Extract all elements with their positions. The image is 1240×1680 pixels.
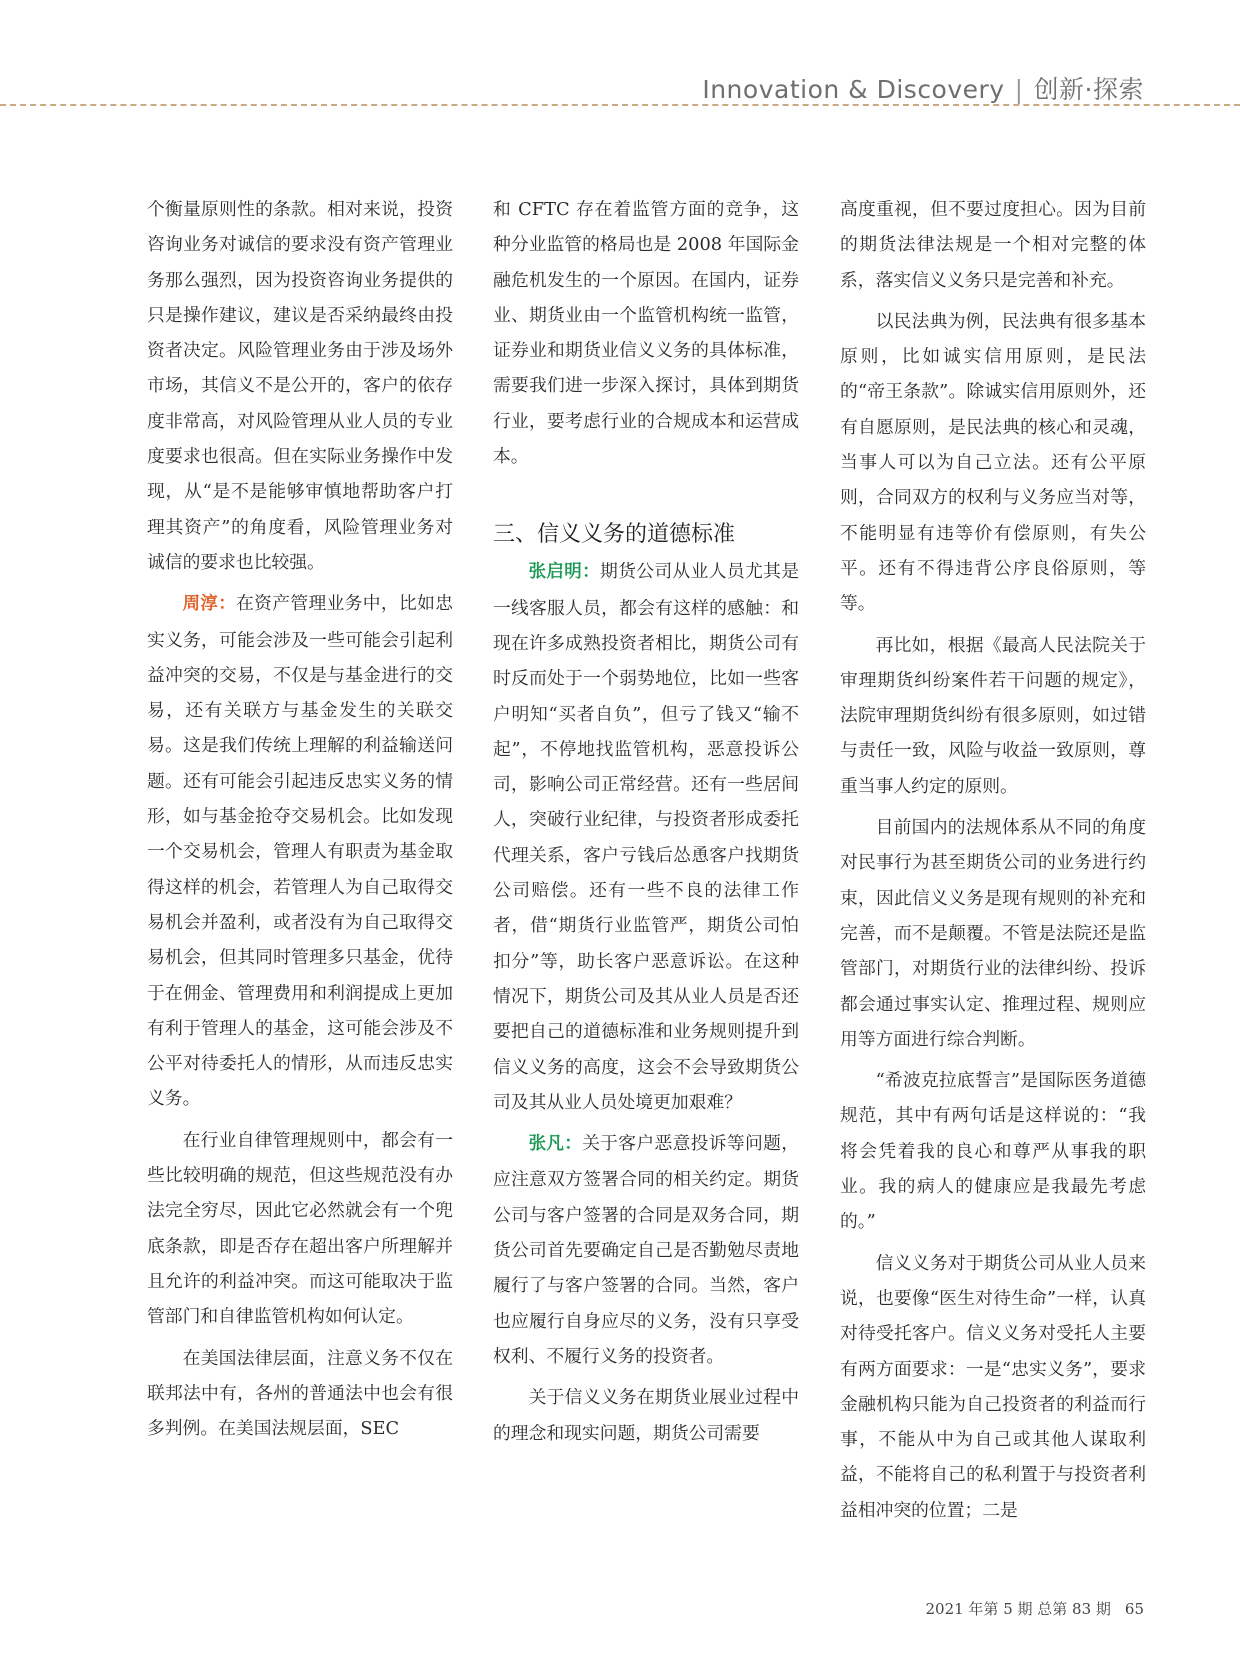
speaker-name: 张凡： (528, 1134, 583, 1155)
paragraph: 关于信义义务在期货业展业过程中的理念和现实问题，期货公司需要 (493, 1387, 799, 1444)
paragraph: 个衡量原则性的条款。相对来说，投资咨询业务对诚信的要求没有资产管理业务那么强烈，因为投资咨询业务提供的只是操作建议，建议是否采纳最终由投资者决定。风险管理业务由于涉及场外市场，其信义不是公开的，客户的依存度非常高，对风险管理从业人员的专业度要求也很高。但在实际业务操作中发现，从“是不是能够审慎地帮助客户打理其资产”的角度看，风险管理业务对诚信的要求也比较强。 (147, 199, 453, 573)
text-column-3 (840, 192, 1146, 1528)
paragraph: 在行业自律管理规则中，都会有一些比较明确的规范，但这些规范没有办法完全穷尽，因此它必然就会有一个兜底条款，即是否存在超出客户所理解并且允许的利益冲突。而这可能取决于监管部门和自律监管机构如何认定。 (147, 1129, 453, 1328)
paragraph: 目前国内的法规体系从不同的角度对民事行为甚至期货公司的业务进行约束，因此信义义务是现有规则的补充和完善，而不是颠覆。不管是法院还是监管部门，对期货行业的法律纠纷、投诉都会通过事实认定、推理过程、规则应用等方面进行综合判断。 (840, 817, 1146, 1050)
paragraph (147, 586, 453, 1116)
running-head-separator: | (1014, 75, 1024, 104)
issue-info: 2021 年第 5 期 总第 83 期 (925, 1600, 1111, 1618)
paragraph: 信义义务对于期货公司从业人员来说，也要像“医生对待生命”一样，认真对待受托客户。信义义务对受托人主要有两方面要求：一是“忠实义务”，要求金融机构只能为自己投资者的利益而行事，不能从中为自己或其他人谋取利益，不能将自己的私利置于与投资者利益相冲突的位置；二是 (840, 1252, 1146, 1521)
text-column-1 (147, 192, 453, 1446)
paragraph (493, 554, 799, 1120)
paragraph: 以民法典为例，民法典有很多基本原则，比如诚实信用原则，是民法的“帝王条款”。除诚实信用原则外，还有自愿原则，是民法典的核心和灵魂，当事人可以为自己立法。还有公平原则，合同双方的权利与义务应当对等，不能明显有违等价有偿原则，有失公平。还有不得违背公序良俗原则，等等。 (840, 310, 1146, 615)
paragraph: 在美国法律层面，注意义务不仅在联邦法中有，各州的普通法中也会有很多判例。在美国法规层面，SEC (147, 1347, 453, 1440)
page-header (0, 0, 1240, 108)
paragraph-text: 期货公司从业人员尤其是一线客服人员，都会有这样的感触：和现在许多成熟投资者相比，期货公司有时反而处于一个弱势地位，比如一些客户明知“买者自负”，但亏了钱又“输不起”，不停地找监管机构，恶意投诉公司，影响公司正常经营。还有一些居间人，突破行业纪律，与投资者形成委托代理关系，客户亏钱后怂恿客户找期货公司赔偿。还有一些不良的法律工作者，借“期货行业监管严，期货公司怕扣分”等，助长客户恶意诉讼。在这种情况下，期货公司及其从业人员是否还要把自己的道德标准和业务规则提升到信义义务的高度，这会不会导致期货公司及其从业人员处境更加艰难？ (493, 561, 799, 1113)
header-dashed-rule (0, 104, 1240, 106)
text-column-2 (493, 192, 799, 1451)
paragraph (493, 1126, 799, 1374)
paragraph-text: 关于客户恶意投诉等问题，应注意双方签署合同的相关约定。期货公司与客户签署的合同是双务合同，期货公司首先要确定自己是否勤勉尽责地履行了与客户签署的合同。当然，客户也应履行自身应尽的义务，没有只享受权利、不履行义务的投资者。 (493, 1133, 799, 1367)
page-number: 65 (1124, 1600, 1144, 1618)
paragraph: “希波克拉底誓言”是国际医务道德规范，其中有两句话是这样说的：“我将会凭着我的良心和尊严从事我的职业。我的病人的健康应是我最先考虑的。” (840, 1070, 1146, 1233)
paragraph: 高度重视，但不要过度担心。因为目前的期货法律法规是一个相对完整的体系，落实信义义务只是完善和补充。 (840, 199, 1146, 291)
running-head-en: Innovation & Discovery (702, 75, 1005, 104)
running-head (702, 70, 1144, 106)
paragraph: 和 CFTC 存在着监管方面的竞争，这种分业监管的格局也是 2008 年国际金融危机发生的一个原因。在国内，证券业、期货业由一个监管机构统一监管，证券业和期货业信义义务的具体标准，需要我们进一步深入探讨，具体到期货行业，要考虑行业的合规成本和运营成本。 (493, 199, 799, 468)
speaker-name: 张启明： (528, 562, 600, 583)
paragraph-text: 在资产管理业务中，比如忠实义务，可能会涉及一些可能会引起利益冲突的交易，不仅是与基金进行的交易，还有关联方与基金发生的关联交易。这是我们传统上理解的利益输送问题。还有可能会引起违反忠实义务的情形，如与基金抢夺交易机会。比如发现一个交易机会，管理人有职责为基金取得这样的机会，若管理人为自己取得交易机会并盈利，或者没有为自己取得交易机会，但其同时管理多只基金，优待于在佣金、管理费用和利润提成上更加有利于管理人的基金，这可能会涉及不公平对待委托人的情形，从而违反忠实义务。 (147, 593, 453, 1110)
paragraph: 再比如，根据《最高人民法院关于审理期货纠纷案件若干问题的规定》，法院审理期货纠纷有很多原则，如过错与责任一致，风险与收益一致原则，尊重当事人约定的原则。 (840, 634, 1146, 797)
page-footer (925, 1598, 1144, 1619)
speaker-name: 周淳： (182, 594, 237, 615)
running-head-cn: 创新·探索 (1033, 75, 1144, 104)
section-heading: 三、信义义务的道德标准 (493, 522, 736, 548)
